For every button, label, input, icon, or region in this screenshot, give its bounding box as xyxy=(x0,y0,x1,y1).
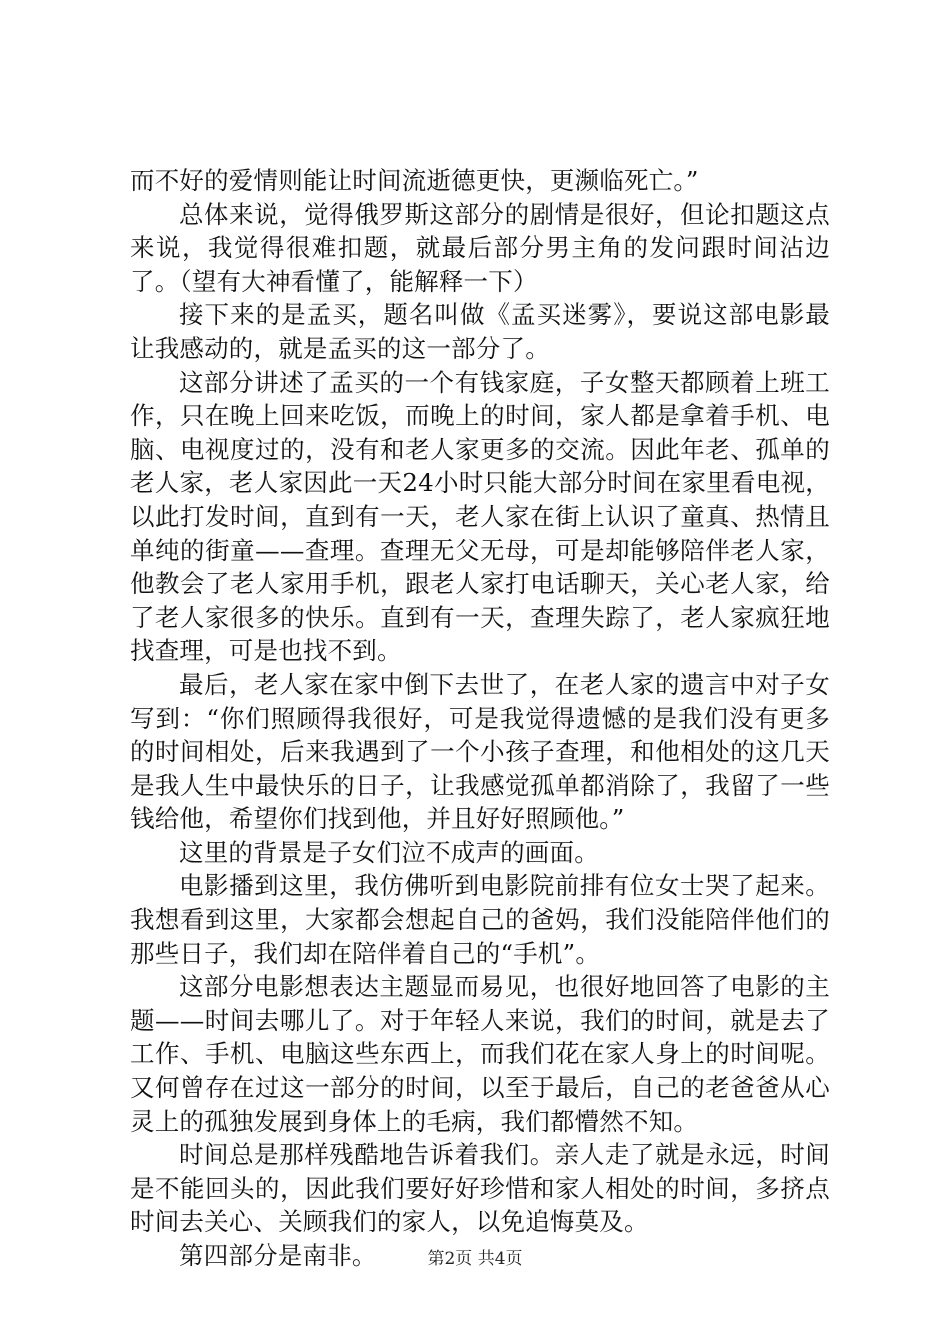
page-number-footer: 第2页 共4页 xyxy=(427,1249,523,1269)
paragraph: 而不好的爱情则能让时间流逝德更快，更濒临死亡。” xyxy=(130,166,699,195)
document-body xyxy=(130,164,830,1273)
paragraph: 时间总是那样残酷地告诉着我们。亲人走了就是永远，时间是不能回头的，因此我们要好好珍惜和家人相处的时间，多挤点时间去关心、关顾我们的家人，以免追悔莫及。 xyxy=(130,1140,830,1237)
paragraph: 电影播到这里，我仿佛听到电影院前排有位女士哭了起来。我想看到这里，大家都会想起自己的爸妈，我们没能陪伴他们的那些日子，我们却在陪伴着自己的“手机”。 xyxy=(130,871,830,968)
paragraph: 接下来的是孟买，题名叫做《孟买迷雾》，要说这部电影最让我感动的，就是孟买的这一部分了。 xyxy=(130,300,830,363)
paragraph: 这部分电影想表达主题显而易见，也很好地回答了电影的主题——时间去哪儿了。对于年轻人来说，我们的时间，就是去了工作、手机、电脑这些东西上，而我们花在家人身上的时间呢。又何曾存在过这一部分的时间，以至于最后，自己的老爸爸从心灵上的孤独发展到身体上的毛病，我们都懵然不知。 xyxy=(130,972,830,1136)
paragraph: 这里的背景是子女们泣不成声的画面。 xyxy=(179,837,599,867)
paragraph: 这部分讲述了孟买的一个有钱家庭，子女整天都顾着上班工作，只在晚上回来吃饭，而晚上的时间，家人都是拿着手机、电脑、电视度过的，没有和老人家更多的交流。因此年老、孤单的老人家，老人家因此一天24小时只能大部分时间在家里看电视，以此打发时间，直到有一天，老人家在街上认识了童真、热情且单纯的街童——查理。查理无父无母，可是却能够陪伴老人家，他教会了老人家用手机，跟老人家打电话聊天，关心老人家，给了老人家很多的快乐。直到有一天，查理失踪了，老人家疯狂地找查理，可是也找不到。 xyxy=(130,367,830,666)
paragraph: 总体来说，觉得俄罗斯这部分的剧情是很好，但论扣题这点来说，我觉得很难扣题，就最后部分男主角的发问跟时间沾边了。（望有大神看懂了，能解释一下） xyxy=(130,199,830,296)
paragraph: 最后，老人家在家中倒下去世了，在老人家的遗言中对子女写到：“你们照顾得我很好，可是我觉得遗憾的是我们没有更多的时间相处，后来我遇到了一个小孩子查理，和他相处的这几天是我人生中最快乐的日子，让我感觉孤单都消除了，我留了一些钱给他，希望你们找到他，并且好好照顾他。” xyxy=(130,669,830,834)
paragraph: 第四部分是南非。 xyxy=(179,1241,377,1270)
